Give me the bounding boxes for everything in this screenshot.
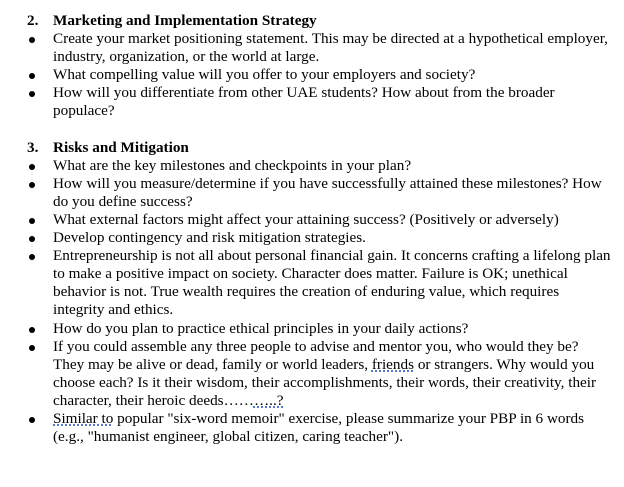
list-item: How will you measure/determine if you have successfully attained these milestones? How do you define success? — [0, 175, 624, 211]
bullet-icon — [29, 345, 35, 351]
section-title: Risks and Mitigation — [53, 138, 189, 156]
document — [0, 12, 624, 446]
list-item: Create your market positioning statement. This may be directed at a hypothetical employer, industry, organization, or the world at large. — [0, 30, 624, 66]
list-item: What compelling value will you offer to your employers and society? — [0, 66, 624, 84]
list-item-mentors: If you could assemble any three people to advise and mentor you, who would they be? They may be alive or dead, family or world leaders, friends or strangers. Why would you choose each? Is it their wisdom, their accomplishments, their words, their creativity, their character, their heroic deeds………..? — [0, 338, 624, 410]
bullet-icon — [29, 417, 35, 423]
bullet-list-risks — [0, 157, 624, 447]
bullet-icon — [29, 73, 35, 79]
section-title: Marketing and Implementation Strategy — [53, 12, 317, 29]
bullet-icon — [29, 164, 35, 170]
bullet-icon — [29, 91, 35, 97]
bullet-icon — [29, 37, 35, 43]
section-heading-marketing — [0, 12, 624, 30]
grammar-flag[interactable]: friends — [371, 355, 415, 373]
bullet-icon — [29, 236, 35, 242]
list-item-memoir: Similar to popular "six-word memoir" exercise, please summarize your PBP in 6 words (e.g., "humanist engineer, global citizen, caring teacher"). — [0, 410, 624, 446]
list-item: Develop contingency and risk mitigation strategies. — [0, 229, 624, 247]
bullet-list-marketing — [0, 30, 624, 120]
grammar-flag[interactable]: …..? — [253, 391, 284, 409]
list-item: How do you plan to practice ethical principles in your daily actions? — [0, 320, 624, 338]
section-number: 2. — [27, 12, 39, 29]
list-item: Entrepreneurship is not all about personal financial gain. It concerns crafting a lifelong plan to make a positive impact on society. Character does matter. Failure is OK; unethical behavior is not. True wealth requires the creation of enduring value, which requires integrity and ethics. — [0, 247, 624, 319]
section-number: 3. — [27, 138, 39, 156]
bullet-icon — [29, 327, 35, 333]
bullet-icon — [29, 254, 35, 260]
section-heading-risks — [0, 139, 624, 157]
bullet-icon — [29, 182, 35, 188]
list-item: How will you differentiate from other UAE students? How about from the broader populace? — [0, 84, 624, 120]
list-item: What external factors might affect your attaining success? (Positively or adversely) — [0, 211, 624, 229]
paragraph-spacer — [0, 121, 624, 139]
bullet-icon — [29, 218, 35, 224]
grammar-flag[interactable]: Similar to — [53, 409, 114, 427]
list-item: What are the key milestones and checkpoints in your plan? — [0, 157, 624, 175]
